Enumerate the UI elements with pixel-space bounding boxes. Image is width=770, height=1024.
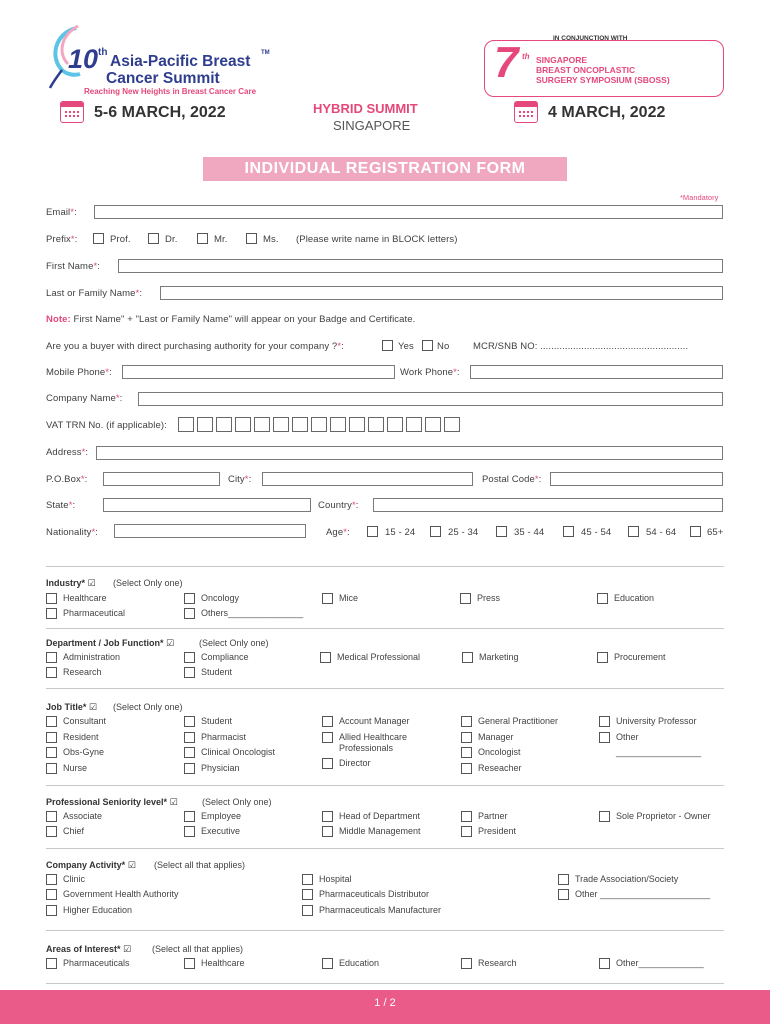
city-singapore: SINGAPORE — [333, 118, 411, 133]
industry-title: Industry* ☑ — [46, 578, 96, 588]
checkbox[interactable] — [558, 889, 569, 900]
option-label: Head of Department — [339, 811, 421, 821]
option-label: Consultant — [63, 716, 107, 726]
option-label: Mice — [339, 593, 359, 603]
age-45-54-checkbox[interactable] — [563, 526, 574, 537]
postal-code-field[interactable] — [550, 472, 723, 486]
option-label: Manager — [478, 732, 514, 742]
vat-box[interactable] — [330, 417, 346, 432]
option-label: Administration — [63, 652, 121, 662]
checked-box-icon: ☑ — [87, 578, 96, 588]
buyer-no-label: No — [437, 341, 450, 352]
checkbox[interactable] — [302, 889, 313, 900]
city-label: City*: — [228, 474, 252, 485]
date-left: 5-6 MARCH, 2022 — [94, 104, 226, 121]
option-label: Pharmaceuticals — [63, 958, 130, 968]
option-label: Medical Professional — [337, 652, 421, 662]
checkbox[interactable] — [46, 889, 57, 900]
checkbox[interactable] — [461, 763, 472, 774]
company-label: Company Name*: — [46, 393, 123, 404]
buyer-yes-checkbox[interactable] — [382, 340, 393, 351]
checkbox[interactable] — [461, 811, 472, 822]
option-label: Research — [478, 958, 517, 968]
checkbox[interactable] — [46, 732, 57, 743]
first-name-field[interactable] — [118, 259, 723, 273]
checkbox[interactable] — [46, 811, 57, 822]
checkbox[interactable] — [320, 652, 331, 663]
activity-hint: (Select all that applies) — [154, 860, 246, 870]
checkbox[interactable] — [184, 811, 195, 822]
checkbox[interactable] — [184, 593, 195, 604]
prefix-dr-checkbox[interactable] — [148, 233, 159, 244]
divider — [46, 785, 724, 786]
age-option-label: 15 - 24 — [385, 527, 416, 538]
buyer-no-checkbox[interactable] — [422, 340, 433, 351]
option-label: Account Manager — [339, 716, 410, 726]
option-label: Compliance — [201, 652, 249, 662]
option-label: Healthcare — [201, 958, 245, 968]
age-35-44-checkbox[interactable] — [496, 526, 507, 537]
checkbox[interactable] — [46, 905, 57, 916]
option-label: Marketing — [479, 652, 519, 662]
prefix-dr-label: Dr. — [165, 234, 178, 245]
logo-title-line2: Cancer Summit — [106, 70, 220, 87]
divider — [46, 566, 724, 567]
mobile-phone-field[interactable] — [122, 365, 395, 379]
checked-box-icon: ☑ — [88, 702, 97, 712]
mcr-snb-field[interactable]: MCR/SNB NO: ...................................................... — [473, 341, 689, 352]
divider — [46, 848, 724, 849]
nationality-label: Nationality*: — [46, 527, 99, 538]
divider — [46, 930, 724, 931]
checkbox[interactable] — [599, 716, 610, 727]
state-label: State*: — [46, 500, 76, 511]
last-name-label: Last or Family Name*: — [46, 288, 143, 299]
option-label: Student — [201, 667, 233, 677]
checkbox[interactable] — [46, 593, 57, 604]
vat-box[interactable] — [406, 417, 422, 432]
option-label: Executive — [201, 826, 241, 836]
nationality-field[interactable] — [114, 524, 306, 538]
vat-box[interactable] — [273, 417, 289, 432]
prefix-mr-checkbox[interactable] — [197, 233, 208, 244]
footer-bar — [0, 990, 770, 1024]
vat-box[interactable] — [425, 417, 441, 432]
logo-title-line1: Asia-Pacific Breast — [110, 53, 251, 70]
checkbox[interactable] — [461, 958, 472, 969]
option-label: Press — [477, 593, 501, 603]
option-label: Student — [201, 716, 233, 726]
postal-label: Postal Code*: — [482, 474, 542, 485]
company-name-field[interactable] — [138, 392, 723, 406]
option-label: President — [478, 826, 517, 836]
option-label: Clinical Oncologist — [201, 747, 276, 757]
option-label: Pharmaceutical — [63, 608, 126, 618]
option-label: Research — [63, 667, 102, 677]
option-label: Chief — [63, 826, 85, 836]
checkbox[interactable] — [184, 667, 195, 678]
option-label: Others_______________ — [201, 608, 304, 618]
checkbox[interactable] — [322, 826, 333, 837]
checkbox[interactable] — [322, 811, 333, 822]
option-label: University Professor — [616, 716, 697, 726]
checkbox[interactable] — [322, 593, 333, 604]
age-option-label: 54 - 64 — [646, 527, 677, 538]
checkbox[interactable] — [461, 826, 472, 837]
option-label: Oncologist — [478, 747, 521, 757]
calendar-icon — [60, 101, 84, 123]
sboss-line2: BREAST ONCOPLASTIC — [536, 65, 636, 75]
vat-box[interactable] — [368, 417, 384, 432]
city-field[interactable] — [262, 472, 473, 486]
option-label: Oncology — [201, 593, 240, 603]
checkbox[interactable] — [302, 874, 313, 885]
checkbox[interactable] — [461, 716, 472, 727]
address-field[interactable] — [96, 446, 723, 460]
option-label: Partner — [478, 811, 508, 821]
checkbox[interactable] — [461, 732, 472, 743]
email-field[interactable] — [94, 205, 723, 219]
vat-box[interactable] — [292, 417, 308, 432]
checkbox[interactable] — [599, 958, 610, 969]
checkbox[interactable] — [46, 716, 57, 727]
checkbox[interactable] — [184, 763, 195, 774]
option-label: Trade Association/Society — [575, 874, 679, 884]
checkbox[interactable] — [46, 652, 57, 663]
buyer-yes-label: Yes — [398, 341, 414, 352]
page-number: 1 / 2 — [374, 997, 396, 1009]
work-phone-field[interactable] — [470, 365, 723, 379]
form-title: INDIVIDUAL REGISTRATION FORM — [203, 157, 567, 181]
option-label: Nurse — [63, 763, 88, 773]
prefix-mr-label: Mr. — [214, 234, 228, 245]
option-label: Other — [616, 732, 639, 742]
department-hint: (Select Only one) — [199, 638, 269, 648]
department-title: Department / Job Function* ☑ — [46, 638, 175, 648]
vat-box[interactable] — [216, 417, 232, 432]
option-label: Hospital — [319, 874, 352, 884]
option-label: Pharmaceuticals Manufacturer — [319, 905, 442, 915]
option-label: Sole Proprietor - Owner — [616, 811, 711, 821]
option-label: Education — [614, 593, 655, 603]
age-15-24-checkbox[interactable] — [367, 526, 378, 537]
age-65plus-checkbox[interactable] — [690, 526, 701, 537]
checkbox[interactable] — [597, 652, 608, 663]
checkbox[interactable] — [46, 667, 57, 678]
prefix-prof-checkbox[interactable] — [93, 233, 104, 244]
sboss-line1: SINGAPORE — [536, 55, 588, 65]
checkbox[interactable] — [558, 874, 569, 885]
checkbox[interactable] — [46, 763, 57, 774]
option-label: Employee — [201, 811, 242, 821]
logo-trademark: TM — [261, 50, 270, 56]
age-54-64-checkbox[interactable] — [628, 526, 639, 537]
age-option-label: 35 - 44 — [514, 527, 545, 538]
vat-box[interactable] — [235, 417, 251, 432]
option-label: Healthcare — [63, 593, 107, 603]
vat-box[interactable] — [349, 417, 365, 432]
logo-suffix: th — [98, 47, 108, 58]
checkbox[interactable] — [46, 958, 57, 969]
option-label: Other_____________ — [616, 958, 704, 968]
checkbox[interactable] — [184, 716, 195, 727]
checkbox[interactable] — [322, 758, 333, 769]
vat-box[interactable] — [387, 417, 403, 432]
prefix-prof-label: Prof. — [110, 234, 131, 245]
country-label: Country*: — [318, 500, 359, 511]
option-label: Other ______________________ — [575, 889, 711, 899]
checkbox[interactable] — [184, 958, 195, 969]
checked-box-icon: ☑ — [123, 944, 132, 954]
buyer-question: Are you a buyer with direct purchasing authority for your company ?*: — [46, 341, 344, 352]
logo-tagline: Reaching New Heights in Breast Cancer Care — [84, 87, 257, 96]
seniority-title: Professional Seniority level* ☑ — [46, 797, 178, 807]
age-25-34-checkbox[interactable] — [430, 526, 441, 537]
calendar-icon — [514, 101, 538, 123]
checkbox[interactable] — [460, 593, 471, 604]
option-label: General Practitioner — [478, 716, 559, 726]
option-label: Associate — [63, 811, 103, 821]
option-label: Obs-Gyne — [63, 747, 105, 757]
checked-box-icon: ☑ — [169, 797, 178, 807]
age-option-label: 25 - 34 — [448, 527, 479, 538]
sboss-number: 7 — [494, 38, 519, 87]
date-right: 4 MARCH, 2022 — [548, 104, 666, 121]
checkbox[interactable] — [46, 747, 57, 758]
checkbox[interactable] — [462, 652, 473, 663]
first-name-label: First Name*: — [46, 261, 101, 272]
option-label: Clinic — [63, 874, 86, 884]
checkbox[interactable] — [184, 608, 195, 619]
prefix-ms-label: Ms. — [263, 234, 279, 245]
job-title-hint: (Select Only one) — [113, 702, 183, 712]
work-phone-label: Work Phone*: — [400, 367, 460, 378]
option-label: Education — [339, 958, 380, 968]
age-label: Age*: — [326, 527, 350, 538]
badge-note: Note: First Name" + "Last or Family Name" will appear on your Badge and Certificate. — [46, 314, 416, 325]
checkbox[interactable] — [302, 905, 313, 916]
checkbox[interactable] — [322, 958, 333, 969]
checkbox[interactable] — [184, 747, 195, 758]
logo-number: 10 — [68, 44, 99, 74]
checkbox[interactable] — [46, 826, 57, 837]
checkbox[interactable] — [184, 826, 195, 837]
divider — [46, 688, 724, 689]
sboss-suffix: th — [522, 52, 530, 61]
address-label: Address*: — [46, 447, 89, 458]
prefix-note: (Please write name in BLOCK letters) — [296, 234, 458, 245]
vat-box[interactable] — [178, 417, 194, 432]
checked-box-icon: ☑ — [166, 638, 175, 648]
checkbox[interactable] — [597, 593, 608, 604]
vat-box[interactable] — [444, 417, 460, 432]
sboss-line3: SURGERY SYMPOSIUM (SBOSS) — [536, 75, 670, 85]
checkbox[interactable] — [46, 874, 57, 885]
option-label: Physician — [201, 763, 240, 773]
mobile-label: Mobile Phone*: — [46, 367, 112, 378]
vat-label: VAT TRN No. (if applicable): — [46, 420, 167, 431]
vat-box[interactable] — [197, 417, 213, 432]
option-label: Reseacher — [478, 763, 522, 773]
vat-box[interactable] — [254, 417, 270, 432]
checkbox[interactable] — [599, 732, 610, 743]
age-option-label: 65+ — [707, 527, 724, 538]
checkbox[interactable] — [184, 732, 195, 743]
job-title-title: Job Title* ☑ — [46, 702, 97, 712]
conjunction-text: IN CONJUNCTION WITH — [553, 35, 628, 42]
option-label: Allied Healthcare Professionals — [339, 732, 408, 753]
option-label: Higher Education — [63, 905, 133, 915]
prefix-ms-checkbox[interactable] — [246, 233, 257, 244]
checkbox[interactable] — [599, 811, 610, 822]
divider — [46, 628, 724, 629]
activity-title: Company Activity* ☑ — [46, 860, 136, 870]
age-option-label: 45 - 54 — [581, 527, 612, 538]
seniority-hint: (Select Only one) — [202, 797, 272, 807]
other-blank[interactable]: _________________ — [616, 747, 702, 757]
option-label: Procurement — [614, 652, 666, 662]
prefix-label: Prefix*: — [46, 234, 78, 245]
mandatory-note: *Mandatory — [680, 193, 719, 202]
pobox-label: P.O.Box*: — [46, 474, 88, 485]
checkbox[interactable] — [461, 747, 472, 758]
state-field[interactable] — [103, 498, 311, 512]
country-field[interactable] — [373, 498, 723, 512]
checked-box-icon: ☑ — [127, 860, 136, 870]
option-label: Government Health Authority — [63, 889, 179, 899]
checkbox[interactable] — [322, 716, 333, 727]
option-label: Middle Management — [339, 826, 421, 836]
last-name-field[interactable] — [160, 286, 723, 300]
checkbox[interactable] — [46, 608, 57, 619]
hybrid-summit: HYBRID SUMMIT — [313, 101, 418, 116]
option-label: Pharmacist — [201, 732, 247, 742]
industry-hint: (Select Only one) — [113, 578, 183, 588]
pobox-field[interactable] — [103, 472, 220, 486]
option-label: Director — [339, 758, 371, 768]
option-label: Resident — [63, 732, 99, 742]
option-label: Pharmaceuticals Distributor — [319, 889, 430, 899]
checkbox[interactable] — [322, 732, 333, 743]
interest-title: Areas of Interest* ☑ — [46, 944, 132, 954]
vat-box[interactable] — [311, 417, 327, 432]
email-label: Email*: — [46, 207, 77, 218]
checkbox[interactable] — [184, 652, 195, 663]
interest-hint: (Select all that applies) — [152, 944, 244, 954]
divider — [46, 983, 724, 984]
